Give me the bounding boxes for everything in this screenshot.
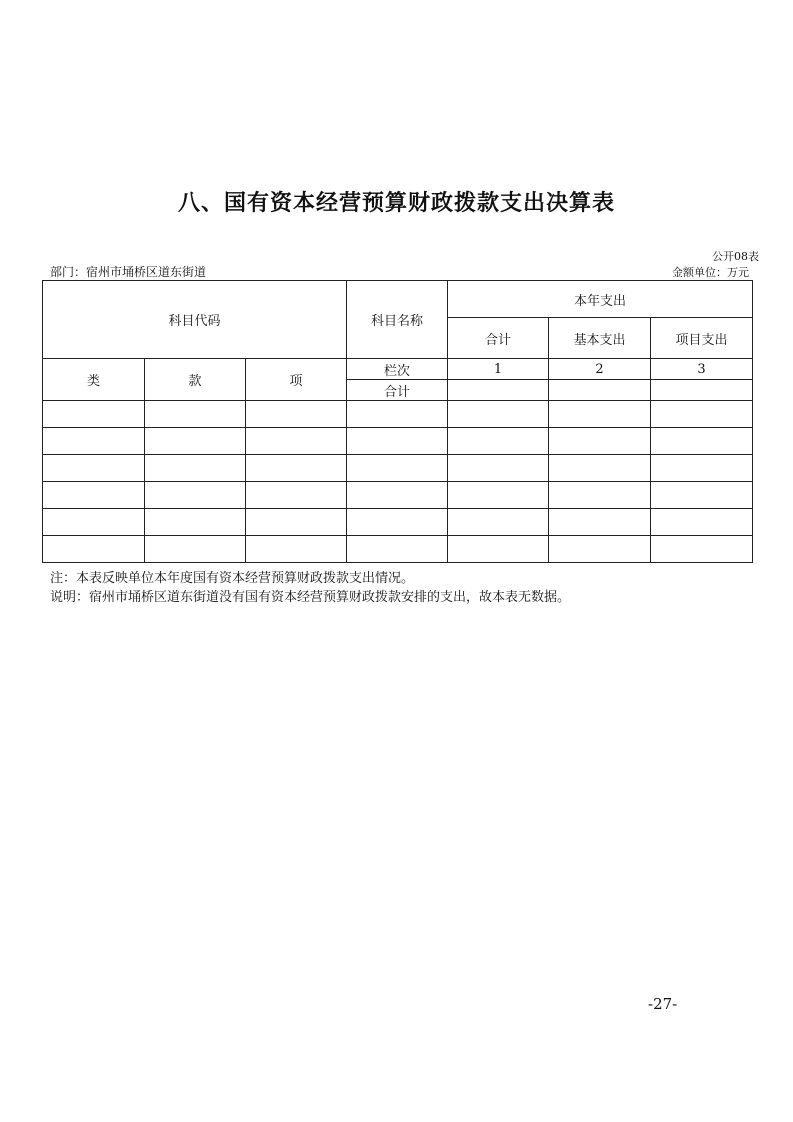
table-cell	[651, 482, 753, 509]
table-cell	[347, 455, 448, 482]
project-expense-column-header: 项目支出	[651, 318, 753, 359]
table-cell	[246, 509, 347, 536]
table-cell	[246, 482, 347, 509]
table-cell	[347, 536, 448, 563]
expenditure-table	[42, 280, 753, 563]
table-cell	[347, 509, 448, 536]
table-cell	[347, 482, 448, 509]
table-cell	[651, 428, 753, 455]
table-cell	[246, 428, 347, 455]
basic-expense-column-header: 基本支出	[549, 318, 651, 359]
table-cell	[549, 455, 651, 482]
total-row-label: 合计	[347, 380, 448, 401]
table-row	[43, 401, 753, 428]
column-index-3: 3	[651, 359, 753, 380]
table-cell	[549, 428, 651, 455]
column-index-1: 1	[448, 359, 549, 380]
total-cell	[651, 380, 753, 401]
table-cell	[43, 536, 145, 563]
subject-code-header: 科目代码	[43, 281, 347, 359]
table-cell	[246, 455, 347, 482]
table-cell	[448, 401, 549, 428]
table-cell	[246, 401, 347, 428]
department-label: 部门：宿州市埇桥区道东街道	[50, 265, 207, 279]
note-text: 注：本表反映单位本年度国有资本经营预算财政拨款支出情况。	[50, 571, 415, 586]
table-cell	[347, 428, 448, 455]
class-header: 类	[43, 359, 145, 401]
table-cell	[651, 455, 753, 482]
total-cell	[549, 380, 651, 401]
table-cell	[43, 509, 145, 536]
index-row	[43, 359, 753, 380]
table-row	[43, 455, 753, 482]
table-cell	[651, 536, 753, 563]
table-cell	[145, 428, 246, 455]
table-cell	[43, 428, 145, 455]
table-row	[43, 482, 753, 509]
table-cell	[448, 482, 549, 509]
table-cell	[651, 509, 753, 536]
table-cell	[549, 401, 651, 428]
section-header: 款	[145, 359, 246, 401]
page-number: -27-	[648, 995, 678, 1013]
current-year-expense-header: 本年支出	[448, 281, 753, 318]
table-cell	[145, 536, 246, 563]
table-cell	[246, 536, 347, 563]
unit-label: 金额单位：万元	[672, 266, 749, 279]
row-index-label: 栏次	[347, 359, 448, 380]
table-cell	[347, 401, 448, 428]
table-cell	[448, 536, 549, 563]
table-row	[43, 509, 753, 536]
column-index-2: 2	[549, 359, 651, 380]
table-cell	[549, 536, 651, 563]
total-cell	[448, 380, 549, 401]
form-code: 公开08表	[712, 250, 759, 263]
table-cell	[43, 455, 145, 482]
table-row	[43, 428, 753, 455]
table-cell	[651, 401, 753, 428]
header-row-1	[43, 281, 753, 318]
total-column-header: 合计	[448, 318, 549, 359]
table-cell	[145, 509, 246, 536]
table-cell	[549, 509, 651, 536]
table-cell	[145, 401, 246, 428]
table-cell	[448, 509, 549, 536]
table-cell	[145, 455, 246, 482]
table-cell	[43, 482, 145, 509]
table-cell	[448, 428, 549, 455]
subject-name-header: 科目名称	[347, 281, 448, 359]
table-cell	[145, 482, 246, 509]
notes	[50, 569, 570, 607]
table-row	[43, 536, 753, 563]
page-title: 八、国有资本经营预算财政拨款支出决算表	[177, 191, 615, 216]
table-cell	[448, 455, 549, 482]
item-header: 项	[246, 359, 347, 401]
table-cell	[43, 401, 145, 428]
table-cell	[549, 482, 651, 509]
explanation-text: 说明：宿州市埇桥区道东街道没有国有资本经营预算财政拨款安排的支出，故本表无数据。	[50, 590, 571, 605]
